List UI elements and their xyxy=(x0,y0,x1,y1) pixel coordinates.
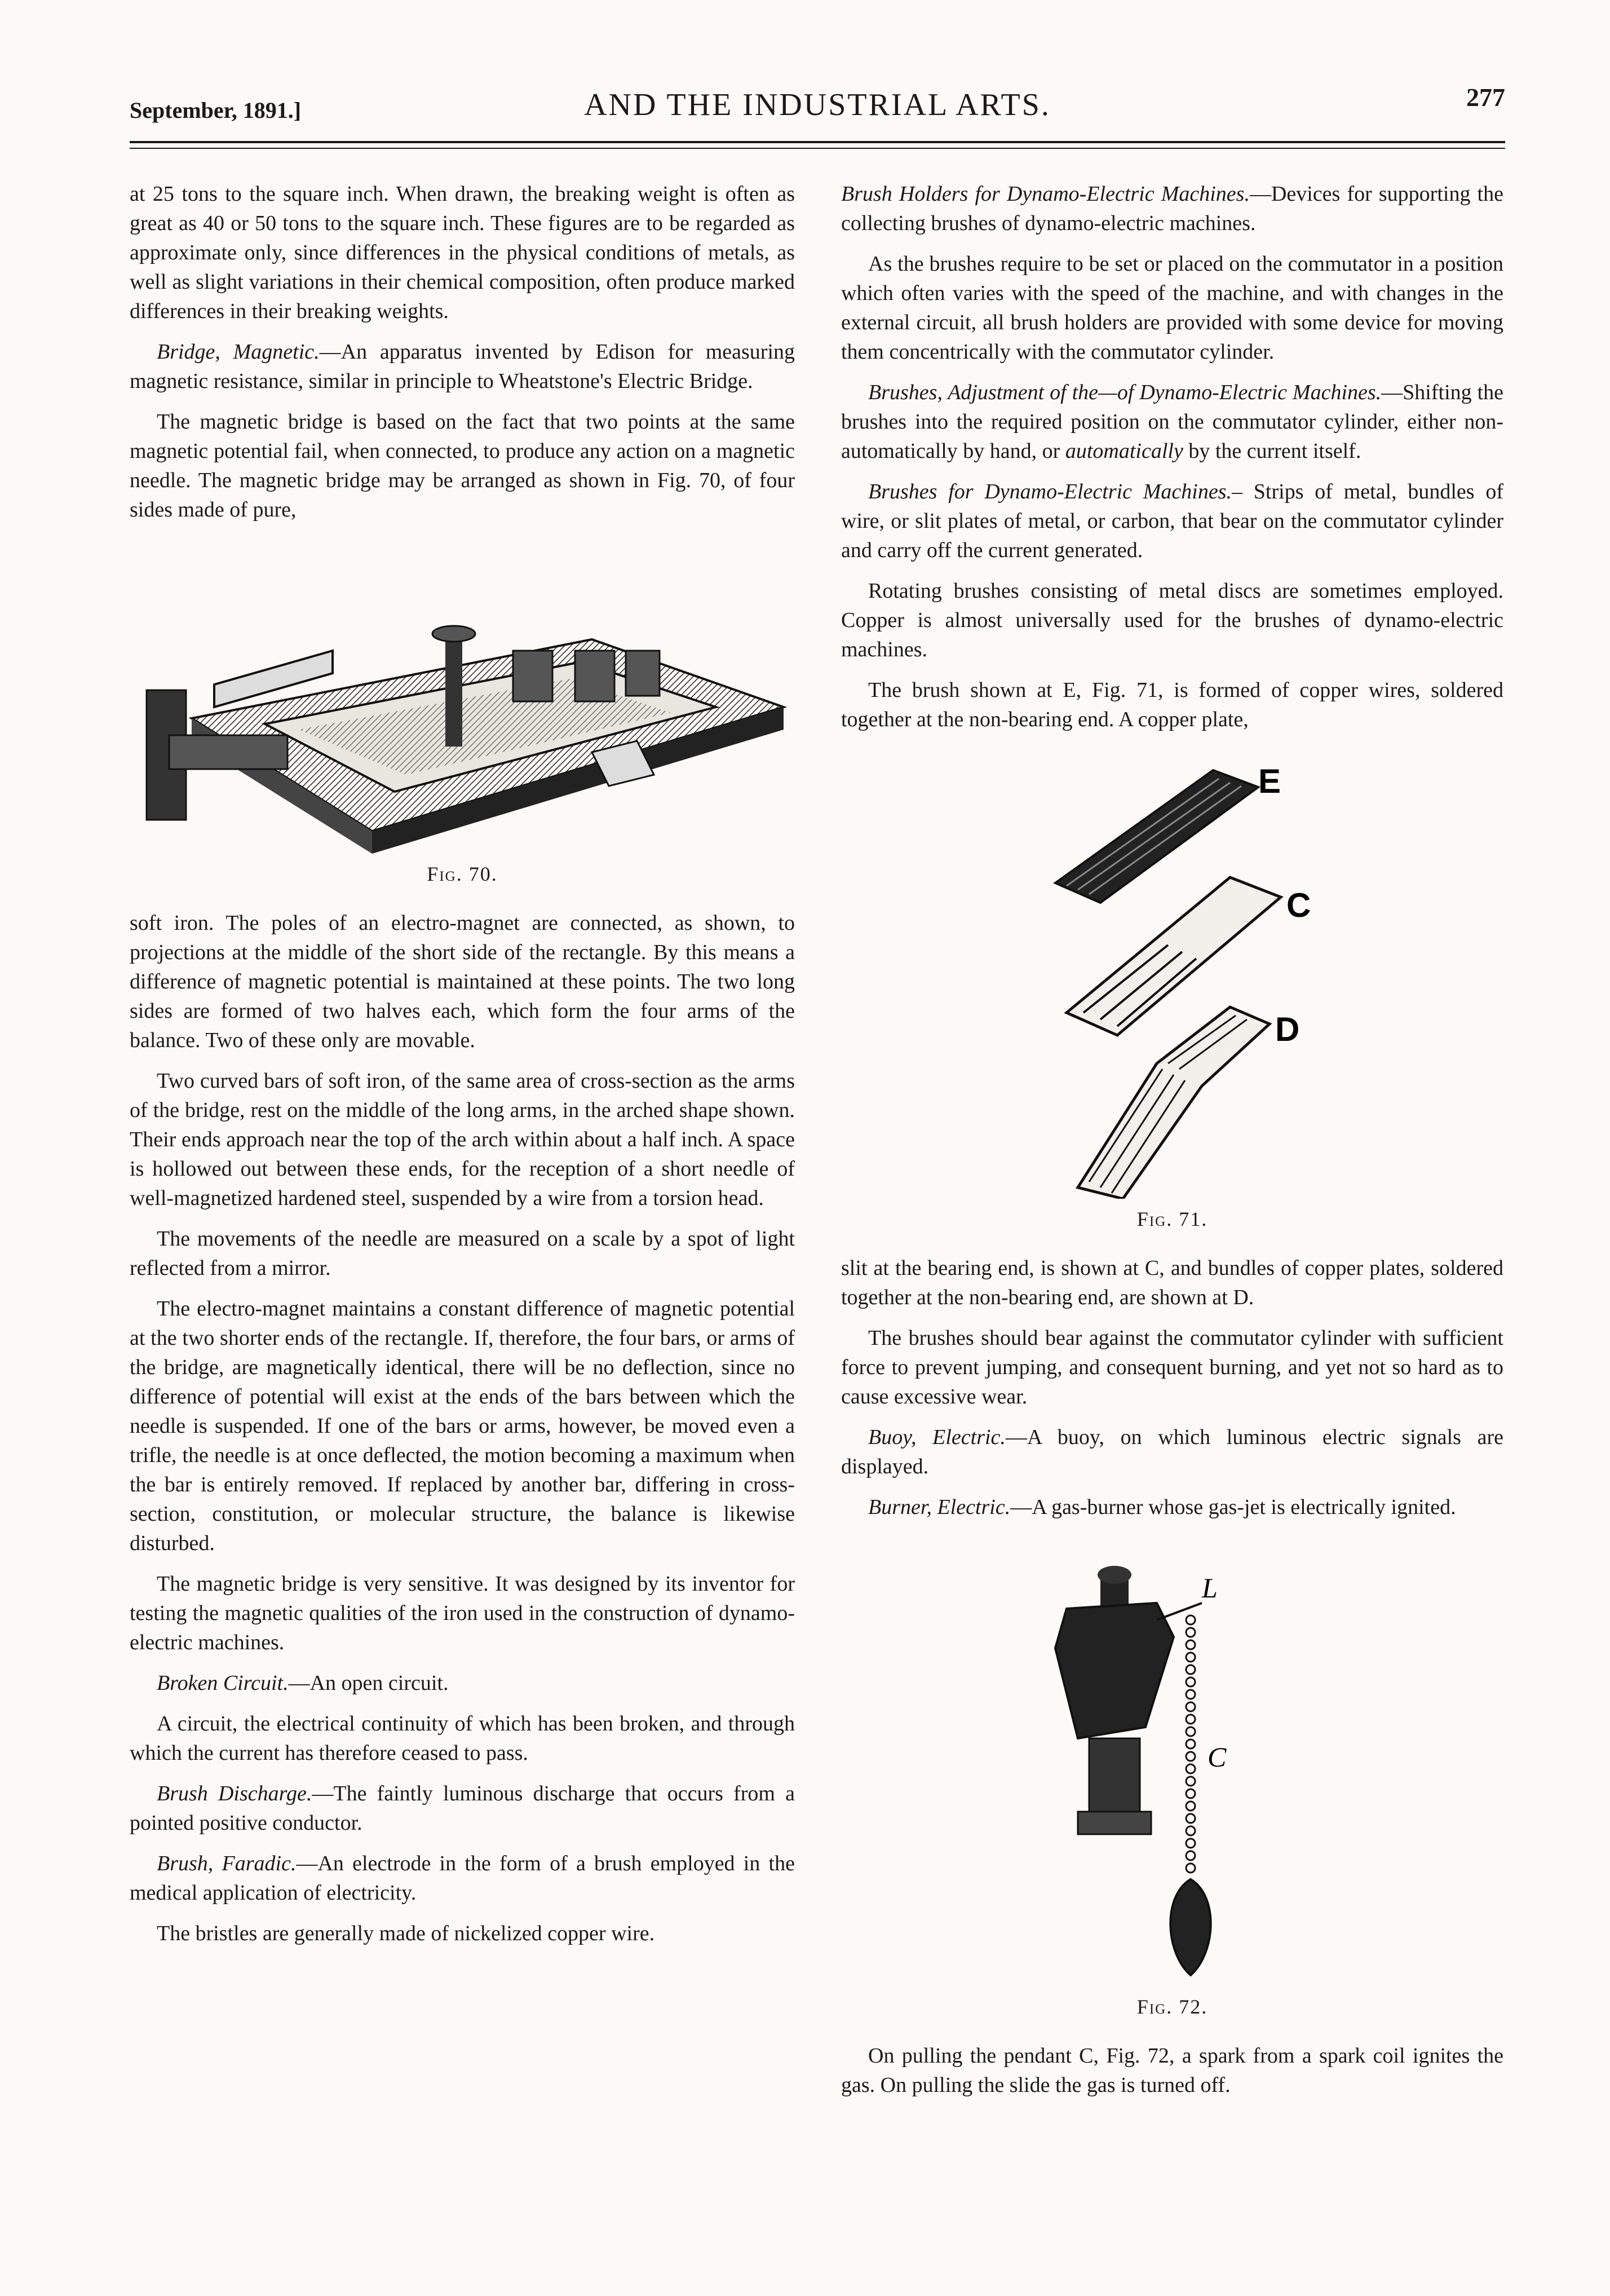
term-brush-holders: Brush Holders for Dynamo-Electric Machines. xyxy=(841,182,1250,206)
figure-70-caption: Fig. 70. xyxy=(427,863,498,885)
definition-broken-circuit: —An open circuit. xyxy=(288,1671,449,1695)
term-brush-discharge: Brush Discharge. xyxy=(157,1782,312,1805)
paragraph-curved-bars: Two curved bars of soft iron, of the same area of cross-section as the arms of the bridge, rest on the middle of the long arms, in the arched shape shown. Their ends approach near the top of the arch within about a half inch. A space is hollowed out between these ends, for the reception of a short needle of well-magnetized hardened steel, suspended by a wire from a torsion head. xyxy=(130,1069,795,1210)
entry-burner-electric xyxy=(841,1493,1503,1522)
figure-70 xyxy=(130,538,795,886)
paragraph-bridge-principle: The magnetic bridge is based on the fact that two points at the same magnetic potential fail, when connected, to produce any action on a magnetic needle. The magnetic bridge may be arranged as shown in Fig. 70, of four sides made of pure, xyxy=(130,410,795,522)
figure-71-caption: Fig. 71. xyxy=(1136,1208,1208,1230)
paragraph-slit-plates: slit at the bearing end, is shown at C, and bundles of copper plates, soldered together at the non-bearing end, are shown at D. xyxy=(841,1256,1503,1309)
brush-types-illustration xyxy=(841,748,1503,1199)
page-number: 277 xyxy=(1466,83,1505,112)
entry-broken-circuit xyxy=(130,1668,795,1698)
header-rule-top xyxy=(130,141,1505,143)
figure-71 xyxy=(841,748,1503,1231)
paragraph-needle-movements: The movements of the needle are measured on a scale by a spot of light reflected from a mirror. xyxy=(130,1227,795,1280)
definition-brush-faradic: —An electrode in the form of a brush employed in the medical application of electricity. xyxy=(130,1852,795,1905)
term-broken-circuit: Broken Circuit. xyxy=(157,1671,289,1695)
header-rule-bottom xyxy=(130,148,1505,149)
electric-burner-illustration xyxy=(841,1535,1503,1986)
paragraph-pendant-spark: On pulling the pendant C, Fig. 72, a spark from a spark coil ignites the gas. On pulling the slide the gas is turned off. xyxy=(841,2044,1503,2097)
definition-brush-holders: —Devices for supporting the collecting brushes of dynamo-electric machines. xyxy=(841,182,1503,235)
definition-brush-adjustment-a: —Shifting the brushes into the required position on the commutator cylinder, either non-automatically by hand, or xyxy=(841,381,1503,463)
running-header xyxy=(130,79,1505,147)
entry-brushes-dynamo xyxy=(841,477,1503,565)
definition-brushes-dynamo: – Strips of metal, bundles of wire, or slit plates of metal, or carbon, that bear on the commutator cylinder and carry off the current generated. xyxy=(841,480,1503,562)
paragraph-soft-iron: soft iron. The poles of an electro-magnet are connected, as shown, to projections at the middle of the short side of the rectangle. By this means a difference of magnetic potential is maintained at these points. The two long sides are formed of two halves each, which form the four arms of the balance. Two of these only are movable. xyxy=(130,911,795,1052)
entry-brush-faradic xyxy=(130,1849,795,1908)
paragraph-electro-magnet: The electro-magnet maintains a constant difference of magnetic potential at the two shorter ends of the rectangle. If, therefore, the four bars, or arms of the bridge, are magnetically identical, there will be no deflection, since no difference of potential will exist at the ends of the bars between which the needle is suspended. If one of the bars or arms, however, be moved even a trifle, the needle is at once deflected, the motion becoming a maximum when the bar is entirely removed. If replaced by another bar, differing in cross-section, constitution, or molecular structure, the balance is likewise disturbed. xyxy=(130,1297,795,1555)
definition-burner-electric: —A gas-burner whose gas-jet is electrically ignited. xyxy=(1010,1495,1456,1519)
entry-brush-discharge xyxy=(130,1779,795,1838)
paragraph-breaking-weight: at 25 tons to the square inch. When drawn, the breaking weight is often as great as 40 or 50 tons to the square inch. These figures are to be regarded as approximate only, since differences in the physical conditions of metals, as well as slight variations in their chemical composition, often produce marked differences in their breaking weights. xyxy=(130,182,795,323)
paragraph-sensitivity: The magnetic bridge is very sensitive. It was designed by its inventor for testing the magnetic qualities of the iron used in the construction of dynamo-electric machines. xyxy=(130,1572,795,1654)
definition-bridge-magnetic: —An apparatus invented by Edison for measuring magnetic resistance, similar in principle to Wheatstone's Electric Bridge. xyxy=(130,340,795,393)
definition-brush-discharge: —The faintly luminous discharge that occurs from a pointed positive conductor. xyxy=(130,1782,795,1835)
entry-bridge-magnetic xyxy=(130,337,795,396)
paragraph-circuit-continuity: A circuit, the electrical continuity of which has been broken, and through which the current has therefore ceased to pass. xyxy=(130,1712,795,1765)
figure-72 xyxy=(841,1535,1503,2019)
journal-title: AND THE INDUSTRIAL ARTS. xyxy=(584,87,1051,122)
figure-72-caption: Fig. 72. xyxy=(1136,1995,1208,2018)
brush-e-drawing xyxy=(1055,762,1281,903)
brush-d-drawing xyxy=(1078,1007,1299,1199)
term-brush-faradic: Brush, Faradic. xyxy=(157,1852,297,1875)
definition-brush-adjustment-auto: automatically xyxy=(1065,439,1183,463)
entry-brush-adjustment xyxy=(841,378,1503,466)
pendant-chain xyxy=(1186,1615,1195,1873)
label-e: E xyxy=(1258,762,1281,800)
right-column xyxy=(841,179,1503,2111)
paragraph-rotating-brushes: Rotating brushes consisting of metal discs are sometimes employed. Copper is almost universally used for the brushes of dynamo-electric machines. xyxy=(841,579,1503,661)
term-buoy-electric: Buoy, Electric. xyxy=(868,1425,1006,1449)
left-column xyxy=(130,179,795,1959)
label-d: D xyxy=(1275,1010,1300,1048)
label-c-pendant: C xyxy=(1208,1741,1227,1773)
paragraph-brush-force: The brushes should bear against the commutator cylinder with sufficient force to prevent jumping, and consequent burning, and yet not so hard as to cause excessive wear. xyxy=(841,1326,1503,1408)
paragraph-commutator-position: As the brushes require to be set or placed on the commutator in a position which often varies with the speed of the machine, and with changes in the external circuit, all brush holders are provided with some device for moving them concentrically with the commutator cylinder. xyxy=(841,252,1503,364)
magnetic-bridge-illustration xyxy=(130,538,795,854)
issue-date: September, 1891.] xyxy=(130,98,302,123)
label-c: C xyxy=(1286,886,1311,924)
entry-buoy-electric xyxy=(841,1423,1503,1481)
definition-brush-adjustment-b: by the current itself. xyxy=(1183,439,1361,463)
term-brush-adjustment: Brushes, Adjustment of the—of Dynamo-Electric Machines. xyxy=(868,381,1382,404)
label-l: L xyxy=(1202,1572,1218,1604)
paragraph-bristles: The bristles are generally made of nickelized copper wire. xyxy=(157,1922,655,1945)
paragraph-brush-e: The brush shown at E, Fig. 71, is formed of copper wires, soldered together at the non-bearing end. A copper plate, xyxy=(841,678,1503,731)
term-burner-electric: Burner, Electric. xyxy=(868,1495,1011,1519)
term-bridge-magnetic: Bridge, Magnetic. xyxy=(157,340,320,364)
term-brushes-dynamo: Brushes for Dynamo-Electric Machines. xyxy=(868,480,1232,504)
pendant-weight xyxy=(1170,1879,1210,1975)
entry-brush-holders xyxy=(841,179,1503,238)
definition-buoy-electric: —A buoy, on which luminous electric signals are displayed. xyxy=(841,1425,1503,1478)
